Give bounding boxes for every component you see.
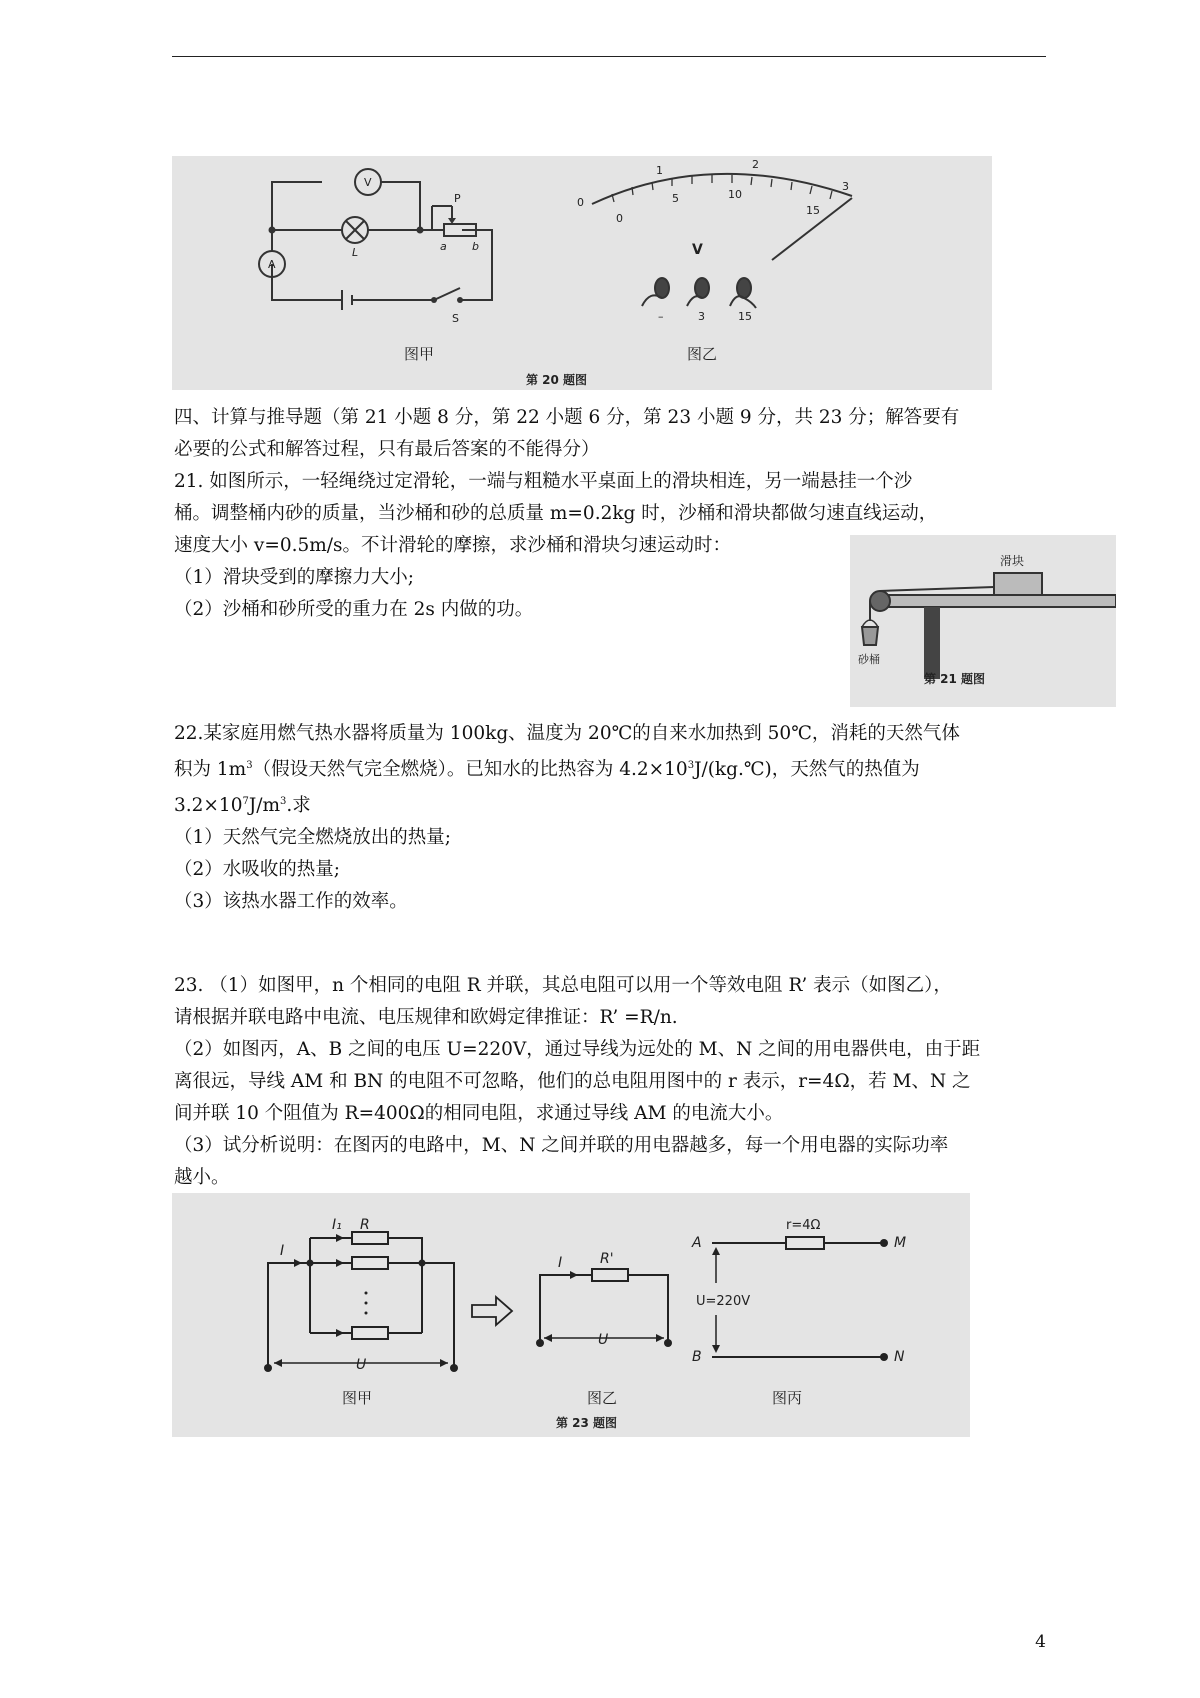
- q21-line-1: 21. 如图所示，一轻绳绕过定滑轮，一端与粗糙水平桌面上的滑块相连，另一端悬挂一个沙: [174, 471, 913, 492]
- section-4-line-2: 必要的公式和解答过程，只有最后答案的不能得分）: [174, 439, 600, 460]
- figure-20: [172, 156, 992, 390]
- header-rule: [172, 56, 1046, 57]
- fig23-label-r: r=4Ω: [786, 1218, 821, 1233]
- fig23-label-M: M: [894, 1235, 907, 1251]
- figure-20-label-yi: 图乙: [687, 345, 718, 363]
- fig23-yi-label-U: U: [598, 1332, 609, 1348]
- q21-line-3: 速度大小 v=0.5m/s。不计滑轮的摩擦，求沙桶和滑块匀速运动时：: [174, 535, 732, 556]
- meter-top-2: 2: [752, 158, 759, 171]
- meter-top-3: 3: [842, 180, 849, 193]
- terminal-neg: –: [658, 310, 664, 323]
- fig23-label-A: A: [692, 1235, 702, 1251]
- rheostat-a-label: a: [440, 240, 447, 253]
- q22-part-3: （3）该热水器工作的效率。: [174, 891, 408, 913]
- meter-unit: V: [692, 242, 703, 258]
- figure-21: [850, 535, 1116, 707]
- fig23-label-R: R: [360, 1217, 370, 1233]
- figure-23-caption: 第 23 题图: [556, 1416, 618, 1430]
- figure-23: [172, 1193, 970, 1437]
- voltmeter-label: V: [364, 176, 372, 189]
- terminal-15: 15: [738, 310, 752, 323]
- figure-21-caption: 第 21 题图: [924, 672, 986, 686]
- figure-23-label-bing: 图丙: [772, 1389, 803, 1407]
- q21-line-2: 桶。调整桶内砂的质量，当沙桶和砂的总质量 m=0.2kg 时，沙桶和滑块都做匀速直线运动，: [174, 503, 938, 524]
- fig23-label-I1: I₁: [332, 1217, 342, 1233]
- meter-bottom-5: 5: [672, 192, 679, 205]
- fig23-label-N: N: [894, 1349, 905, 1365]
- figure-21-drawing: [850, 535, 1116, 707]
- slider-label: P: [454, 192, 461, 205]
- figure-20-caption: 第 20 题图: [526, 373, 588, 387]
- question-22: [174, 718, 1046, 918]
- section-4-line-1: 四、计算与推导题（第 21 小题 8 分，第 22 小题 6 分，第 23 小题 9 分，共 23 分；解答要有: [174, 407, 960, 428]
- figure-23-label-yi: 图乙: [587, 1389, 618, 1407]
- q22-part-1: （1）天然气完全燃烧放出的热量;: [174, 827, 452, 849]
- fig23-label-U220: U=220V: [696, 1294, 751, 1309]
- fig23-label-U: U: [356, 1357, 367, 1373]
- fig23-yi-label-I: I: [558, 1255, 563, 1271]
- q23-line-1: 23. （1）如图甲，n 个相同的电阻 R 并联，其总电阻可以用一个等效电阻 R’ 表示（如图乙），: [174, 975, 952, 996]
- meter-bottom-10: 10: [728, 188, 742, 201]
- figure-23-label-jia: 图甲: [342, 1389, 373, 1407]
- meter-bottom-0: 0: [616, 212, 623, 225]
- q22-line-1: 22.某家庭用燃气热水器将质量为 100kg、温度为 20℃的自来水加热到 50℃，消耗的天然气体: [174, 723, 960, 744]
- q21-part-1: （1）滑块受到的摩擦力大小;: [174, 567, 415, 588]
- q23-line-3: （2）如图丙，A、B 之间的电压 U=220V，通过导线为远处的 M、N 之间的用电器供电，由于距: [174, 1039, 981, 1060]
- terminal-3: 3: [698, 310, 705, 323]
- figure-21-block-label: 滑块: [1000, 554, 1025, 568]
- figure-21-bucket-label: 砂桶: [858, 653, 880, 666]
- q23-line-7: 越小。: [174, 1167, 230, 1188]
- q23-line-6: （3）试分析说明：在图丙的电路中，M、N 之间并联的用电器越多，每一个用电器的实际功率: [174, 1135, 949, 1156]
- lamp-label: L: [352, 246, 359, 259]
- q22-part-2: （2）水吸收的热量;: [174, 859, 341, 881]
- meter-top-0: 0: [577, 196, 584, 209]
- rheostat-b-label: b: [472, 240, 479, 253]
- question-23: [174, 970, 1046, 1194]
- switch-label: S: [452, 312, 459, 325]
- page-number: 4: [1035, 1632, 1046, 1652]
- fig23-label-B: B: [692, 1349, 702, 1365]
- ammeter-label: A: [268, 258, 276, 271]
- figure-20-drawing: [172, 156, 992, 390]
- figure-23-drawing: [172, 1193, 970, 1437]
- meter-bottom-15: 15: [806, 204, 820, 217]
- fig23-label-Rp: R': [600, 1251, 614, 1267]
- meter-top-1: 1: [656, 164, 663, 177]
- q22-line-2: 积为 $1m^3$（假设天然气完全燃烧）。已知水的比热容为 $4.2\times 10^3J/(kg.℃)$，天然气的热值为: [174, 759, 920, 781]
- q23-line-5: 间并联 10 个阻值为 R=400Ω的相同电阻，求通过导线 AM 的电流大小。: [174, 1103, 784, 1124]
- q23-line-4: 离很远，导线 AM 和 BN 的电阻不可忽略，他们的总电阻用图中的 r 表示，r=4Ω，若 M、N 之: [174, 1071, 971, 1092]
- figure-20-label-jia: 图甲: [404, 345, 435, 363]
- fig23-label-I: I: [280, 1243, 285, 1259]
- q22-line-3: $3.2\times 10^7J/m^3$.求: [174, 795, 311, 817]
- q23-line-2: 请根据并联电路中电流、电压规律和欧姆定律推证：R’ =R/n.: [174, 1007, 678, 1028]
- q21-part-2: （2）沙桶和砂所受的重力在 2s 内做的功。: [174, 599, 534, 620]
